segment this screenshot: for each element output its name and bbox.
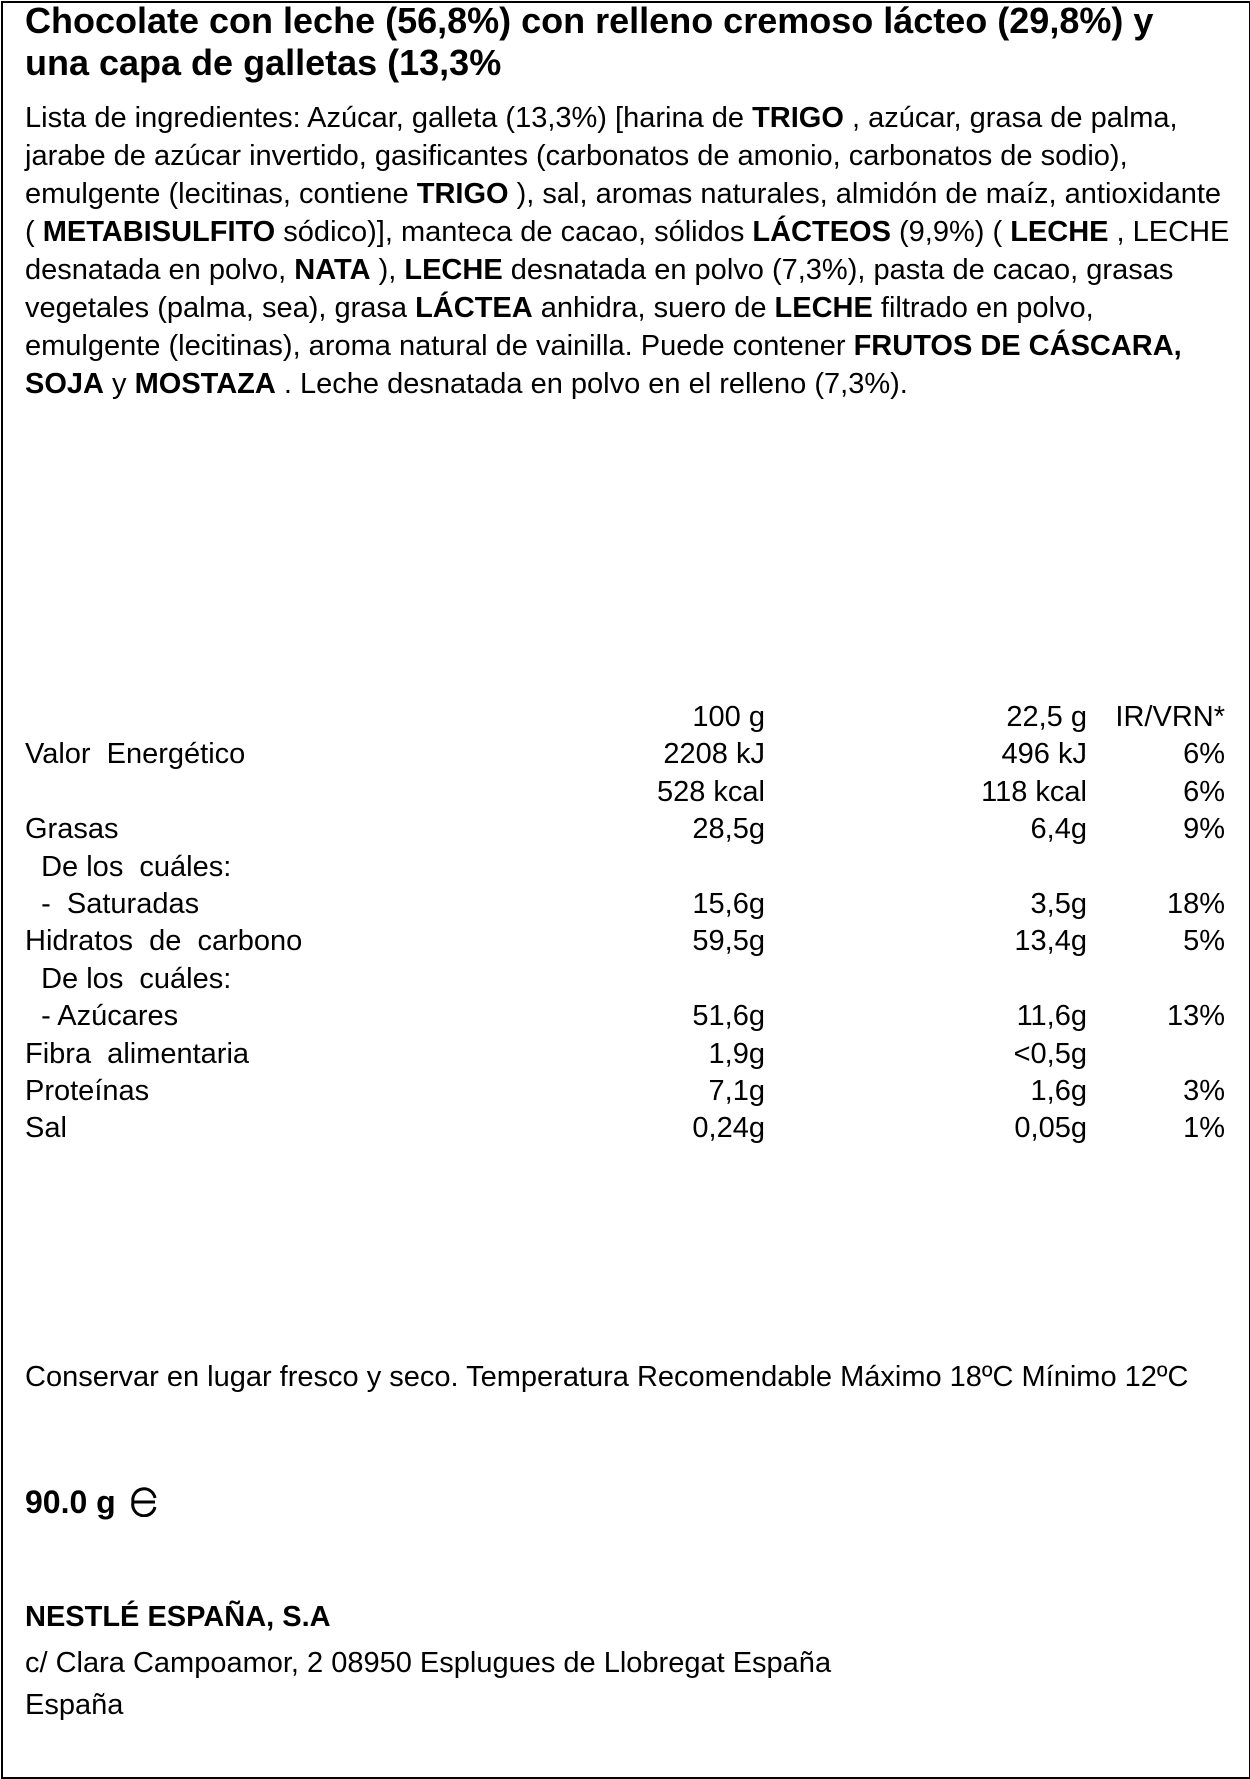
value-per-portion: 3,5g xyxy=(1030,888,1087,920)
value-per-portion: 496 kJ xyxy=(1001,738,1087,771)
ingredients-list xyxy=(25,99,1235,403)
estimated-sign-icon xyxy=(129,1485,159,1526)
nutrition-row xyxy=(25,1072,1225,1110)
value-per-100g: 528 kcal xyxy=(656,775,765,808)
nutrition-row xyxy=(25,922,1225,960)
value-ir-vrn: 9% xyxy=(1183,813,1225,846)
company-country: España xyxy=(25,1689,124,1721)
allergen-highlight: LECHE xyxy=(1010,216,1109,248)
ingredients-text: filtrado en polvo, emulgente (lecitinas), aroma natural de vainilla. Puede contener xyxy=(25,292,1094,362)
nutrient-label: De los cuáles: xyxy=(25,962,232,995)
value-ir-vrn: 6% xyxy=(1183,738,1225,771)
company-address-block xyxy=(25,1642,831,1726)
value-per-100g: 2208 kJ xyxy=(663,738,765,771)
ingredients-text: ), xyxy=(370,254,405,286)
nutrient-label: De los cuáles: xyxy=(25,850,232,883)
company-address: c/ Clara Campoamor, 2 08950 Esplugues de Llobregat España xyxy=(25,1647,832,1679)
value-ir-vrn: 6% xyxy=(1183,775,1225,808)
ingredients-text: anhidra, suero de xyxy=(532,292,775,324)
value-per-100g: 28,5g xyxy=(692,813,765,846)
allergen-highlight: TRIGO xyxy=(752,102,844,134)
allergen-highlight: LECHE xyxy=(404,254,503,286)
ingredients-text: desnatada en polvo (7,3%), pasta de cacao, grasas vegetales (palma, sea), grasa xyxy=(25,254,1174,324)
net-weight-value: 90.0 g xyxy=(25,1484,116,1520)
nutrient-label: - Azúcares xyxy=(25,1000,179,1033)
product-title: Chocolate con leche (56,8%) con relleno cremoso lácteo (29,8%) y una capa de galletas (13,3% xyxy=(25,0,1154,83)
allergen-highlight: LECHE xyxy=(774,292,873,324)
value-per-100g: 51,6g xyxy=(692,1000,765,1033)
nutrition-header-row xyxy=(25,698,1225,736)
allergen-highlight: NATA xyxy=(294,254,371,286)
header-per-portion: 22,5 g xyxy=(1006,701,1087,733)
header-per-100g: 100 g xyxy=(692,701,765,733)
header-ir-vrn: IR/VRN* xyxy=(1115,701,1225,733)
nutrient-label: Proteínas xyxy=(25,1075,150,1107)
nutrient-label: Hidratos de carbono xyxy=(25,925,303,958)
ingredients-text: , azúcar, grasa de palma, jarabe de azúcar invertido, gasificantes (carbonatos de amonio, carbonatos de sodio), emulgente (lecitinas, contiene xyxy=(25,102,1178,210)
ingredients-text: Lista de ingredientes: Azúcar, galleta (13,3%) [harina de xyxy=(25,102,753,134)
value-per-100g: 1,9g xyxy=(708,1037,765,1070)
value-ir-vrn: 13% xyxy=(1166,1000,1225,1033)
value-per-portion: 6,4g xyxy=(1030,813,1087,846)
nutrient-label: - Saturadas xyxy=(25,888,200,920)
value-per-portion: 13,4g xyxy=(1014,925,1087,958)
ingredients-text: y xyxy=(103,368,135,400)
ingredients-text: (9,9%) ( xyxy=(890,216,1011,248)
nutrition-row xyxy=(25,1109,1225,1147)
value-ir-vrn: 3% xyxy=(1183,1075,1225,1107)
nutrient-label: Grasas xyxy=(25,813,119,846)
allergen-highlight: LÁCTEA xyxy=(415,292,533,324)
company-name: NESTLÉ ESPAÑA, S.A xyxy=(25,1601,331,1633)
value-per-portion: <0,5g xyxy=(1013,1037,1087,1070)
value-per-portion: 1,6g xyxy=(1030,1075,1087,1107)
net-weight xyxy=(25,1482,159,1526)
nutrient-label: Valor Energético xyxy=(25,738,246,771)
ingredients-text: sódico)], manteca de cacao, sólidos xyxy=(275,216,753,248)
value-per-portion: 0,05g xyxy=(1014,1112,1087,1145)
allergen-highlight: TRIGO xyxy=(416,178,509,210)
value-ir-vrn: 1% xyxy=(1183,1112,1225,1145)
nutrition-row xyxy=(25,885,1225,923)
storage-instructions: Conservar en lugar fresco y seco. Temperatura Recomendable Máximo 18ºC Mínimo 12ºC xyxy=(25,1361,1189,1393)
allergen-highlight: LÁCTEOS xyxy=(752,216,891,248)
value-per-portion: 11,6g xyxy=(1016,1000,1087,1033)
nutrition-row xyxy=(25,960,1225,998)
value-per-100g: 15,6g xyxy=(692,888,765,920)
ingredients-text: ), sal, aromas naturales, almidón de maíz, antioxidante ( xyxy=(25,178,1222,248)
nutrition-row xyxy=(25,810,1225,848)
value-per-100g: 59,5g xyxy=(692,925,765,958)
value-ir-vrn: 18% xyxy=(1166,888,1225,920)
nutrition-row xyxy=(25,848,1225,886)
nutrition-row xyxy=(25,997,1225,1035)
nutrition-row xyxy=(25,1035,1225,1073)
nutrition-row xyxy=(25,735,1225,773)
value-per-100g: 7,1g xyxy=(708,1075,765,1107)
nutrient-label: Fibra alimentaria xyxy=(25,1037,250,1070)
ingredients-text: , LECHE desnatada en polvo, xyxy=(25,216,1230,286)
value-per-100g: 0,24g xyxy=(692,1112,765,1145)
nutrient-label: Sal xyxy=(25,1112,67,1145)
value-ir-vrn: 5% xyxy=(1183,925,1225,958)
allergen-highlight: FRUTOS DE CÁSCARA, SOJA xyxy=(25,330,1182,400)
value-per-portion: 118 kcal xyxy=(981,775,1087,808)
allergen-highlight: METABISULFITO xyxy=(42,216,276,248)
ingredients-text: . Leche desnatada en polvo en el relleno (7,3%). xyxy=(275,368,908,400)
nutrition-row xyxy=(25,773,1225,811)
allergen-highlight: MOSTAZA xyxy=(134,368,276,400)
